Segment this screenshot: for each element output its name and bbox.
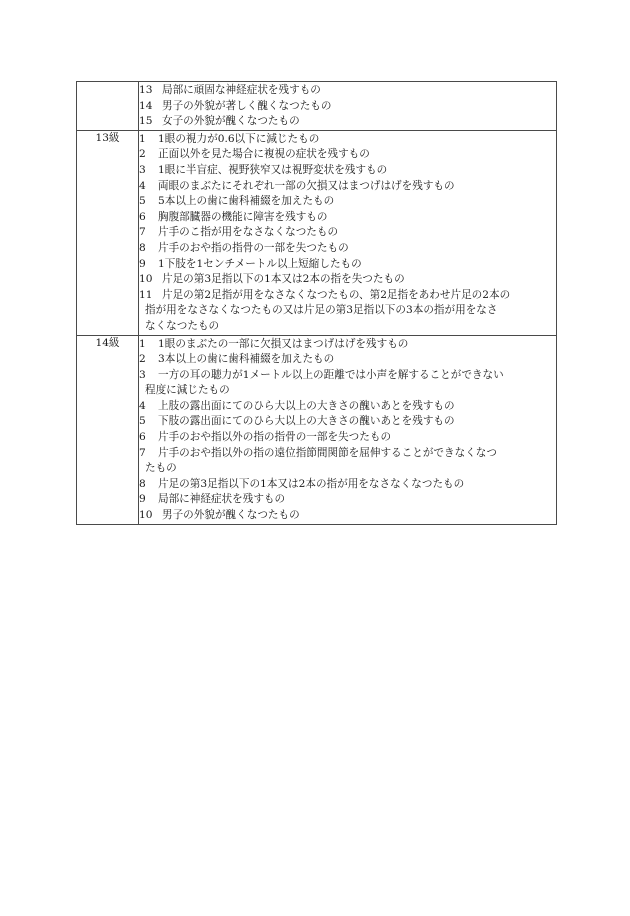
list-item: 9 局部に神経症状を残すもの	[139, 493, 286, 506]
list-item: 8 片手のおや指の指骨の一部を失つたもの	[139, 241, 349, 254]
list-item: 5 下肢の露出面にてのひら大以上の大きさの醜いあとを残すもの	[139, 415, 455, 428]
items-cell	[139, 82, 557, 131]
list-item: 2 正面以外を見た場合に複視の症状を残すもの	[139, 148, 370, 161]
list-item: 5 5本以上の歯に歯科補綴を加えたもの	[139, 195, 335, 208]
grade-cell: 13級	[77, 130, 139, 335]
list-item-continuation: なくなつたもの	[145, 319, 220, 332]
list-item: 3 1眼に半盲症、視野狭窄又は視野変状を残すもの	[139, 163, 388, 176]
list-item: 10 片足の第3足指以下の1本又は2本の指を失つたもの	[139, 273, 405, 286]
table-row	[77, 335, 557, 524]
list-item: 1 1眼の視力が0.6以下に減じたもの	[139, 132, 320, 145]
table-row	[77, 82, 557, 131]
list-item: 7 片手のこ指が用をなさなくなつたもの	[139, 226, 339, 239]
list-item: 1 1眼のまぶたの一部に欠損又はまつげはげを残すもの	[139, 337, 409, 350]
list-item: 6 胸腹部臓器の機能に障害を残すもの	[139, 210, 328, 223]
grade-cell: 14級	[77, 335, 139, 524]
list-item: 6 片手のおや指以外の指の指骨の一部を失つたもの	[139, 431, 392, 444]
list-item: 2 3本以上の歯に歯科補綴を加えたもの	[139, 353, 335, 366]
list-item-continuation: 程度に減じたもの	[145, 384, 230, 397]
list-item: 9 1下肢を1センチメートル以上短縮したもの	[139, 257, 362, 270]
list-item: 14 男子の外貌が著しく醜くなつたもの	[139, 99, 332, 112]
list-item: 3 一方の耳の聴力が1メートル以上の距離では小声を解することができない	[139, 368, 504, 381]
list-item-continuation: 指が用をなさなくなつたもの又は片足の第3足指以下の3本の指が用をなさ	[145, 304, 498, 317]
list-item: 13 局部に頑固な神経症状を残すもの	[139, 84, 321, 96]
list-item: 4 上肢の露出面にてのひら大以上の大きさの醜いあとを残すもの	[139, 399, 455, 412]
grade-cell	[77, 82, 139, 131]
list-item-continuation: たもの	[145, 462, 177, 475]
list-item: 10 男子の外貌が醜くなつたもの	[139, 509, 300, 522]
list-item: 11 片足の第2足指が用をなさなくなつたもの、第2足指をあわせ片足の2本の	[139, 288, 511, 301]
items-cell	[139, 335, 557, 524]
list-item: 15 女子の外貌が醜くなつたもの	[139, 115, 300, 128]
table-row	[77, 130, 557, 335]
list-item: 8 片足の第3足指以下の1本又は2本の指が用をなさなくなつたもの	[139, 477, 465, 490]
disability-grade-table	[76, 81, 557, 525]
list-item: 4 両眼のまぶたにそれぞれ一部の欠損又はまつげはげを残すもの	[139, 179, 455, 192]
list-item: 7 片手のおや指以外の指の遠位指節間関節を屈伸することができなくなつ	[139, 446, 497, 459]
items-cell	[139, 130, 557, 335]
